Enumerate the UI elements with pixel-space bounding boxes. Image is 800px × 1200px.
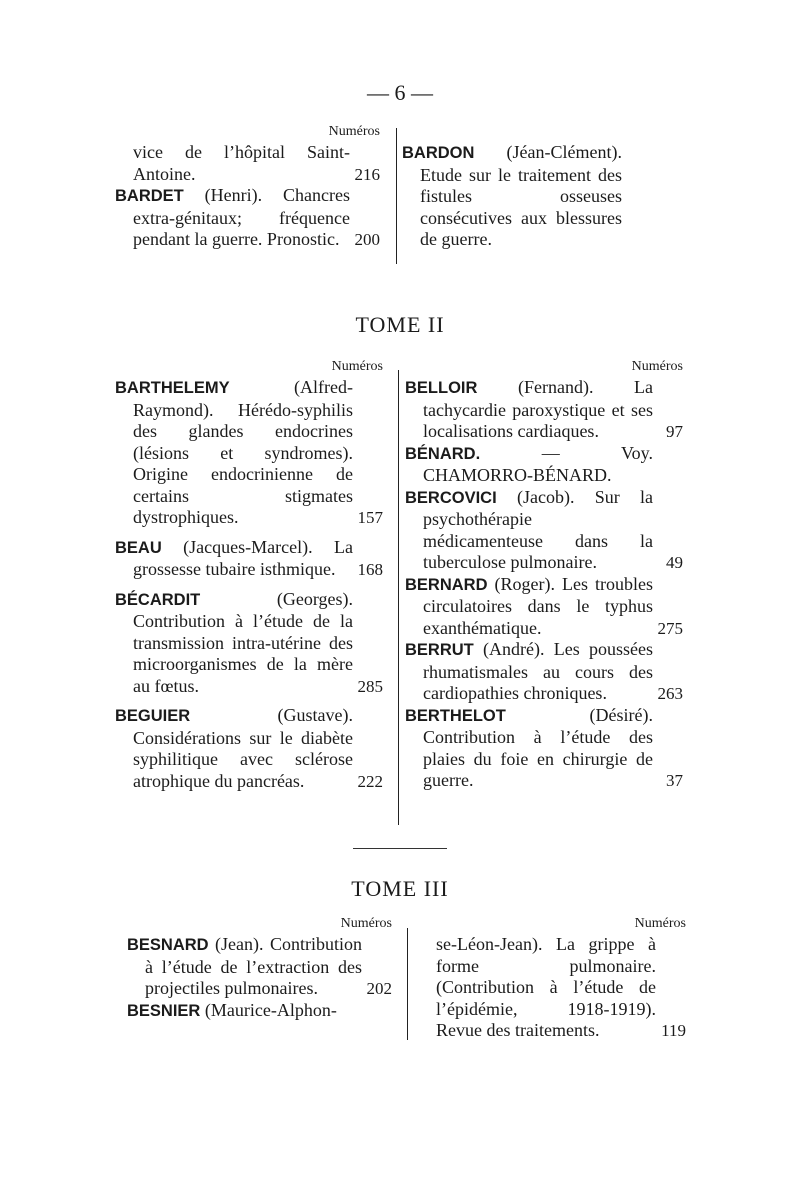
entry-author: BERRUT (405, 641, 474, 659)
numeros-label: Numéros (634, 916, 686, 931)
entry-page-number: 200 (354, 230, 380, 249)
entry-page-number: 37 (666, 771, 683, 790)
numeros-label: Numéros (328, 124, 380, 139)
entry-page-number: 119 (661, 1021, 686, 1040)
entry-author: BESNARD (127, 936, 209, 954)
entry-text: (Maurice-Alphon- (200, 999, 337, 1020)
entry-text: (Jacques-Marcel). La grossesse tubaire isthmique. (133, 536, 353, 579)
section-title-tome-2: TOME II (355, 312, 445, 337)
index-entry (115, 185, 380, 251)
entry-text: (Alfred-Raymond). Hérédo-syphilis des glandes endocrines (lésions et syndromes). Origine endocrinienne de certains stigmates dystrophiques. (133, 377, 353, 527)
entry-page-number: 168 (357, 560, 383, 579)
index-entry (115, 589, 383, 698)
entry-text: (André). Les poussées rhumatismales au cours des cardiopathies chroniques. (423, 639, 653, 703)
entry-text: (Jacob). Sur la psychothérapie médicamenteuse dans la tuberculose pulmonaire. (423, 486, 653, 572)
entry-text: — Voy. CHAMORRO-BÉNARD. (423, 442, 653, 485)
entry-text: (Jean). Contribution à l’étude de l’extraction des projectiles pulmonaires. (145, 934, 362, 998)
entry-text: vice de l’hôpital Saint-Antoine. (133, 142, 350, 184)
entry-author: BÉCARDIT (115, 590, 201, 609)
entry-page-number: 49 (666, 553, 683, 572)
entry-text: (Fernand). La tachycardie paroxystique et ses localisations cardiaques. (423, 377, 653, 441)
entry-text: se-Léon-Jean). La grippe à forme pulmonaire. (Contribution à l’étude de l’épidémie, 1918-1919). Revue des traitements. (436, 934, 656, 1040)
entry-text: (Gustave). Considérations sur le diabète syphilitique avec sclérose atrophique du pancréas. (133, 705, 353, 791)
entry-text: (Henri). Chancres extra-génitaux; fréquence pendant la guerre. Pronostic. (133, 185, 350, 249)
index-entry (418, 934, 686, 1042)
entry-page-number: 216 (354, 164, 380, 184)
tome3-left-column (127, 914, 392, 1022)
entry-author: BEGUIER (115, 707, 191, 725)
entry-text: (Georges). Contribution à l’étude de la transmission intra-utérine des microorganismes de la mère au fœtus. (133, 588, 353, 696)
entry-text: (Roger). Les troubles circulatoires dans le typhus exanthématique. (423, 573, 653, 638)
entry-text: (Désiré). Contribution à l’étude des plaies du foie en chirurgie de guerre. (423, 704, 653, 790)
entry-text: (Jéan-Clément). Etude sur le traitement des fistules osseuses consécutives aux blessures de guerre. (420, 142, 622, 249)
index-entry (115, 537, 383, 581)
top-left-column (115, 122, 380, 251)
entry-author: BERTHELOT (405, 706, 506, 725)
index-entry (405, 443, 683, 487)
entry-author: BARTHELEMY (115, 379, 230, 397)
column-rule (396, 128, 397, 264)
tome2-right-column (405, 357, 683, 792)
entry-page-number: 222 (357, 771, 383, 791)
numeros-label: Numéros (631, 359, 683, 374)
section-title-tome-3: TOME III (351, 876, 449, 901)
column-rule (407, 928, 408, 1040)
entry-author: BARDET (115, 187, 184, 205)
numeros-label: Numéros (340, 916, 392, 931)
index-entry (405, 639, 683, 705)
entry-page-number: 157 (357, 508, 383, 527)
section-divider (353, 848, 447, 849)
index-entry (402, 142, 652, 251)
index-entry (115, 705, 383, 792)
numeros-label: Numéros (331, 359, 383, 374)
index-entry (405, 705, 683, 792)
entry-author: BERCOVICI (405, 488, 497, 507)
top-right-column (402, 142, 652, 251)
index-entry (127, 934, 392, 1000)
entry-page-number: 97 (666, 422, 683, 441)
index-entry (127, 1000, 392, 1023)
tome2-left-column (115, 357, 383, 792)
entry-page-number: 263 (657, 684, 683, 703)
index-entry (405, 487, 683, 574)
page-number: — 6 — (367, 80, 433, 105)
column-rule (398, 370, 399, 825)
entry-page-number: 285 (357, 676, 383, 696)
entry-page-number: 202 (366, 979, 392, 998)
entry-author: BERNARD (405, 575, 488, 594)
entry-author: BELLOIR (405, 379, 478, 397)
entry-author: BÉNARD. (405, 444, 481, 463)
entry-author: BESNIER (127, 1001, 201, 1020)
entry-page-number: 275 (657, 618, 683, 638)
tome3-right-column (418, 914, 686, 1042)
entry-author: BEAU (115, 538, 162, 557)
index-entry (115, 142, 380, 185)
index-entry (405, 377, 683, 443)
entry-author: BARDON (402, 144, 475, 162)
index-entry (405, 574, 683, 640)
index-entry (115, 377, 383, 529)
